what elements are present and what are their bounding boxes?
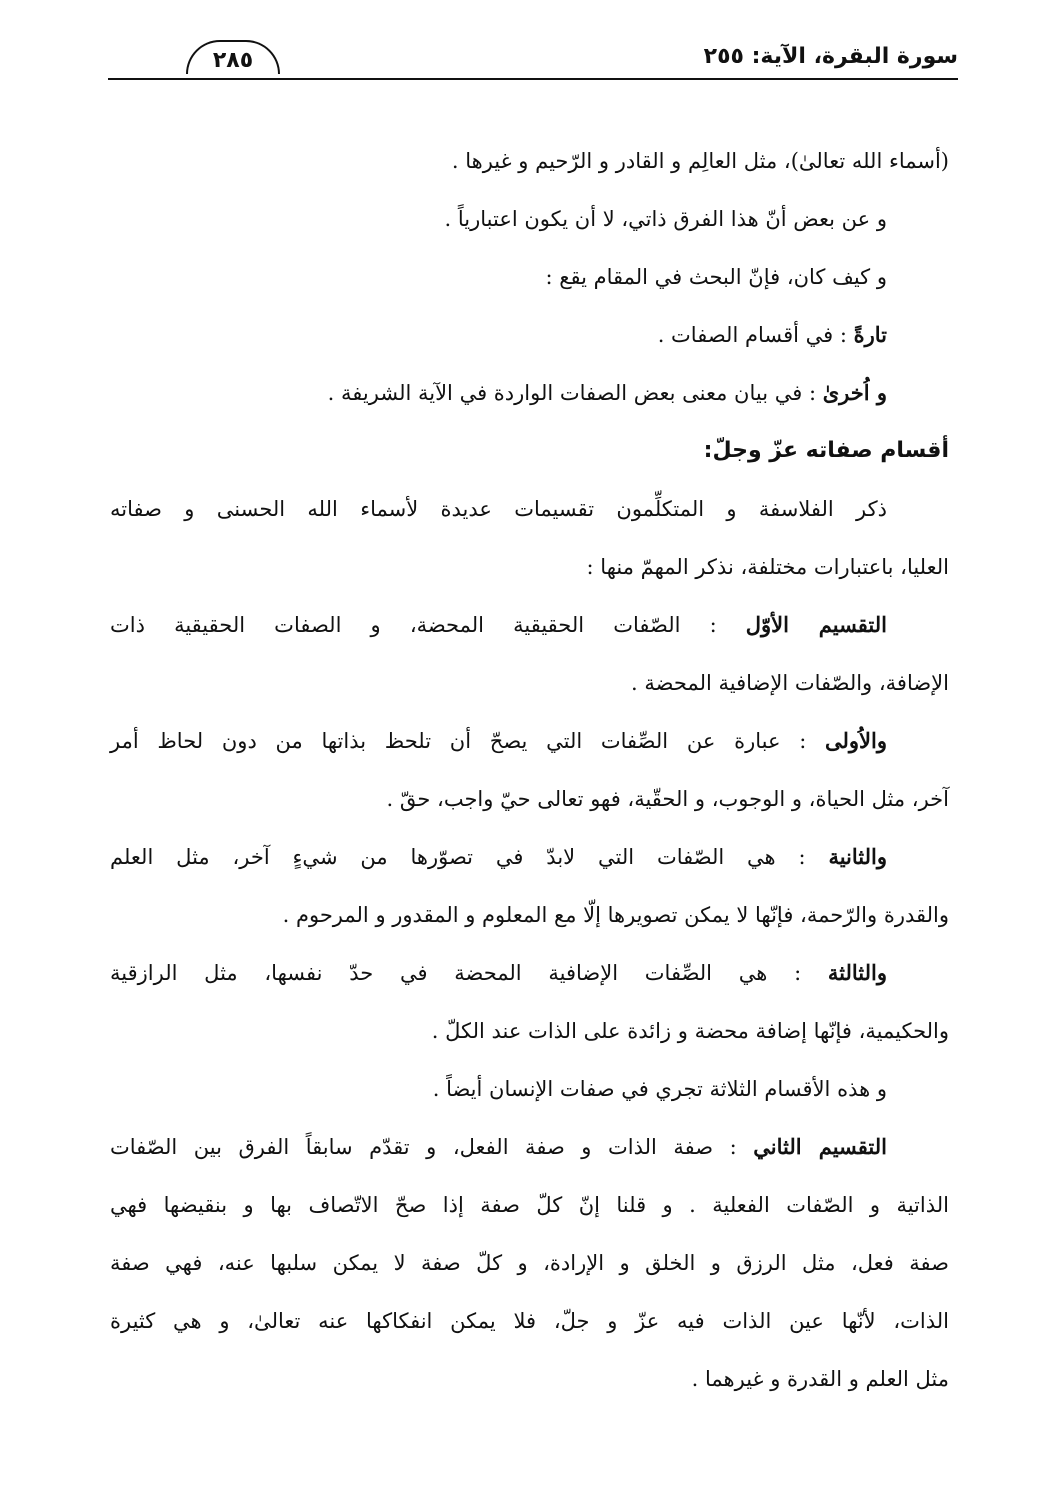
page-header <box>108 40 958 86</box>
text-line <box>110 944 949 1002</box>
page-number: ٢٨٥ <box>186 40 280 74</box>
bold-term: والثانية <box>828 844 887 869</box>
running-title: سورة البقرة، الآية: ٢٥٥ <box>703 44 958 69</box>
header-rule <box>108 78 958 80</box>
line-text: : في أقسام الصفات . <box>657 323 854 347</box>
line-text: : صفة الذات و صفة الفعل، و تقدّم سابقاً الفرق بين الصّفات <box>110 1135 754 1159</box>
text-line <box>110 306 949 364</box>
text-line: الذات، لأنّها عين الذات فيه عزّ و جلّ، فلا يمكن انفكاكها عنه تعالىٰ، و هي كثيرة <box>110 1309 949 1333</box>
text-line: مثل العلم و القدرة و غيرهما . <box>691 1367 949 1391</box>
text-line: و كيف كان، فإنّ البحث في المقام يقع : <box>545 265 887 289</box>
text-line: و عن بعض أنّ هذا الفرق ذاتي، لا أن يكون اعتبارياً . <box>444 207 887 231</box>
section-heading: أقسام صفاته عزّ وجلّ: <box>703 438 949 463</box>
body-text <box>110 132 949 1408</box>
text-line: آخر، مثل الحياة، و الوجوب، و الحقّية، فهو تعالى حيّ واجب، حقّ . <box>386 787 949 811</box>
text-line <box>110 828 949 886</box>
text-line <box>110 1118 949 1176</box>
bold-term: والاُولى <box>825 728 887 753</box>
line-text: : الصّفات الحقيقية المحضة، و الصفات الحقيقية ذات <box>110 613 746 637</box>
bold-term: التقسيم الأوّل <box>745 612 887 637</box>
text-line: (أسماء الله تعالىٰ)، مثل العالِم و القادر و الرّحيم و غيرها . <box>451 149 949 173</box>
text-line: والقدرة والرّحمة، فإنّها لا يمكن تصويرها إلّا مع المعلوم و المقدور و المرحوم . <box>282 903 949 927</box>
line-text: : هي الصِّفات الإضافية المحضة في حدّ نفسها، مثل الرازقية <box>110 961 828 985</box>
line-text: : عبارة عن الصِّفات التي يصحّ أن تلحظ بذاتها من دون لحاظ أمر <box>110 729 825 753</box>
text-line: صفة فعل، مثل الرزق و الخلق و الإرادة، و كلّ صفة لا يمكن سلبها عنه، فهي صفة <box>110 1251 949 1275</box>
text-line <box>110 596 949 654</box>
text-line: و هذه الأقسام الثلاثة تجري في صفات الإنسان أيضاً . <box>432 1077 887 1101</box>
text-line: العليا، باعتبارات مختلفة، نذكر المهمّ منها : <box>586 555 949 579</box>
line-text: : في بيان معنى بعض الصفات الواردة في الآية الشريفة . <box>327 381 823 405</box>
text-line <box>110 712 949 770</box>
text-line: الإضافة، والصّفات الإضافية المحضة . <box>631 671 949 695</box>
text-line: الذاتية و الصّفات الفعلية . و قلنا إنّ كلّ صفة إذا صحّ الاتّصاف بها و بنقيضها فهي <box>110 1193 949 1217</box>
text-line: والحكيمية، فإنّها إضافة محضة و زائدة على الذات عند الكلّ . <box>431 1019 949 1043</box>
bold-term: و اُخرىٰ <box>822 380 887 405</box>
line-text: : هي الصّفات التي لابدّ في تصوّرها من شيءٍ آخر، مثل العلم <box>110 845 829 869</box>
text-line <box>110 364 949 422</box>
bold-term: التقسيم الثاني <box>753 1134 887 1159</box>
bold-term: تارةً <box>853 322 887 347</box>
bold-term: والثالثة <box>827 960 887 985</box>
text-line: ذكر الفلاسفة و المتكلِّمون تقسيمات عديدة لأسماء الله الحسنى و صفاته <box>110 497 887 521</box>
